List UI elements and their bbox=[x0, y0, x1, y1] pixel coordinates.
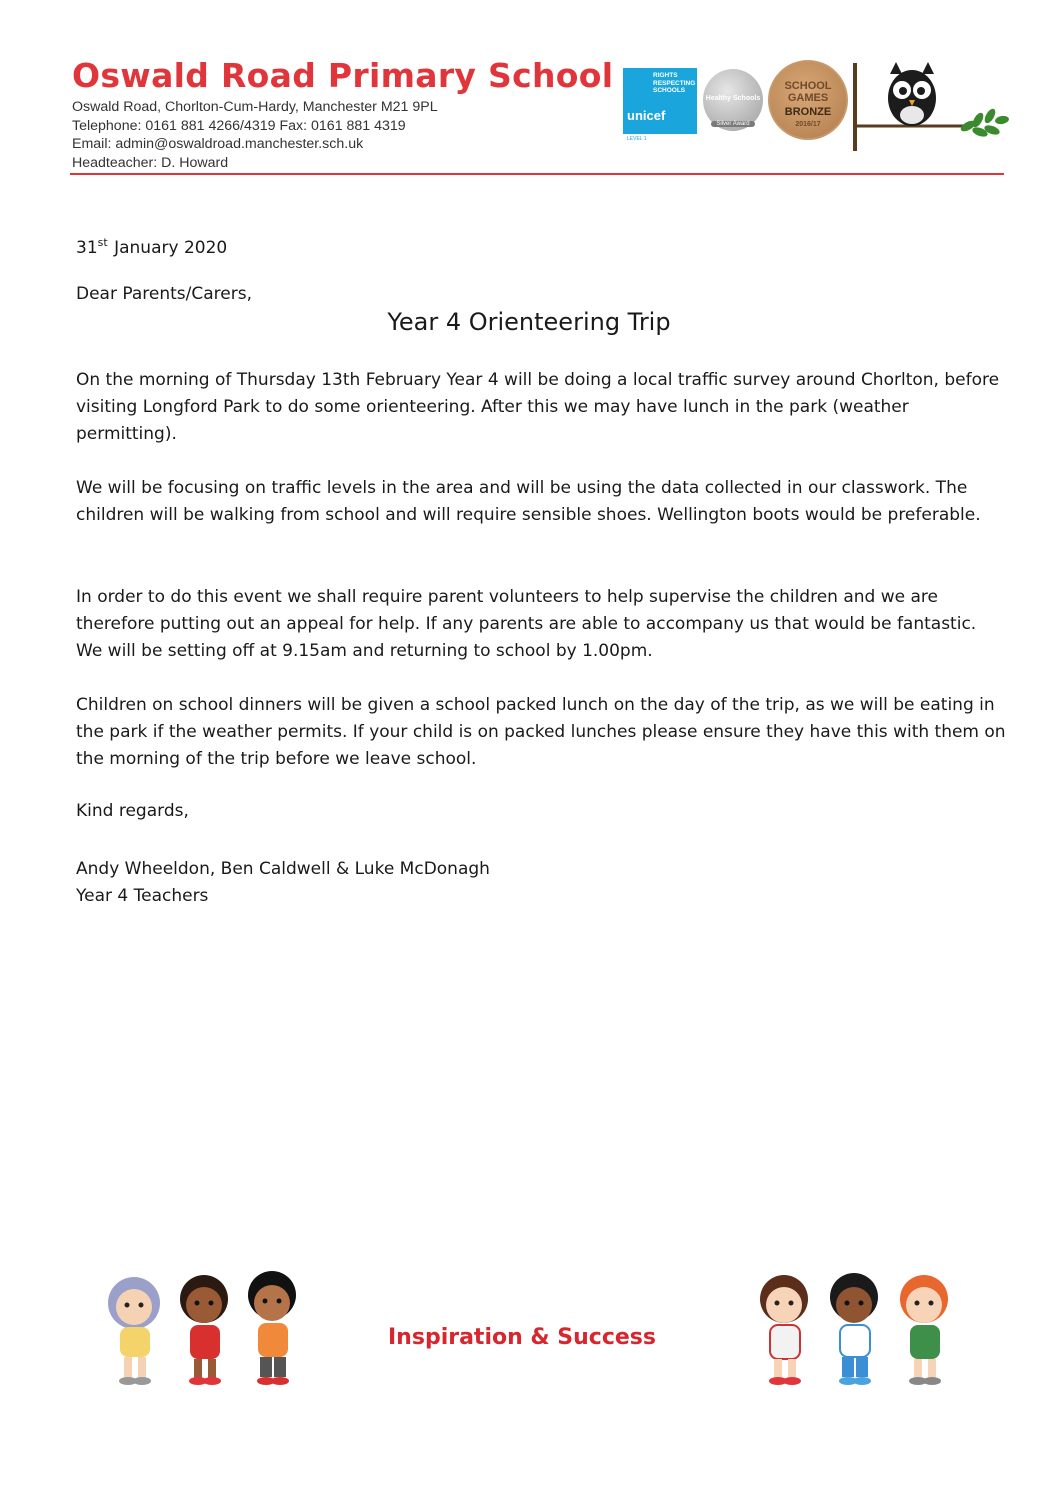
children-illustration-left bbox=[96, 1265, 311, 1390]
games-title-label: SCHOOL GAMES bbox=[784, 80, 832, 104]
children-illustration-right bbox=[746, 1265, 966, 1390]
letter-date bbox=[76, 236, 227, 258]
school-games-badge bbox=[768, 60, 848, 140]
school-address: Oswald Road, Chorlton-Cum-Hardy, Manchester M21 9PL bbox=[72, 99, 438, 115]
header-divider bbox=[70, 173, 1004, 175]
salutation: Dear Parents/Carers, bbox=[76, 284, 252, 304]
healthy-schools-badge bbox=[703, 69, 763, 131]
healthy-award-label: Silver Award bbox=[711, 121, 755, 127]
paragraph-traffic-focus: We will be focusing on traffic levels in the area and will be using the data collected in our classwork. The children will be walking from school and will require sensible shoes. Wellington boots would be preferable. bbox=[76, 478, 981, 526]
email-line: Email: admin@oswaldroad.manchester.sch.uk bbox=[72, 136, 364, 153]
telephone-line: Telephone: 0161 881 4266/4319 Fax: 0161 881 4319 bbox=[72, 117, 406, 134]
headteacher-line: Headteacher: D. Howard bbox=[72, 154, 229, 171]
date-day: 31 bbox=[76, 238, 98, 258]
unicef-rights-label: RIGHTS RESPECTING SCHOOLS bbox=[653, 72, 696, 94]
healthy-schools-label: Healthy Schools bbox=[705, 95, 761, 102]
closing: Kind regards, bbox=[76, 801, 189, 821]
games-level-label: BRONZE bbox=[784, 106, 832, 118]
games-year-label: 2016/17 bbox=[795, 121, 821, 128]
paragraph-trip-overview: On the morning of Thursday 13th February Year 4 will be doing a local traffic survey around Chorlton, before visiting Longford Park to do some orienteering. After this we may have lunch in the park (weather permitting). bbox=[76, 370, 1000, 445]
unicef-label: unicef bbox=[627, 108, 666, 123]
owl-logo-icon bbox=[850, 60, 1010, 155]
school-motto: Inspiration & Success bbox=[388, 1325, 656, 1350]
signatories: Andy Wheeldon, Ben Caldwell & Luke McDonagh bbox=[76, 859, 490, 879]
unicef-level-label: LEVEL 1 bbox=[627, 136, 647, 142]
letter-title: Year 4 Orienteering Trip bbox=[387, 308, 671, 336]
contact-block bbox=[72, 98, 438, 172]
date-month-year: January 2020 bbox=[108, 238, 228, 258]
signature-block bbox=[76, 856, 490, 910]
paragraph-volunteers: In order to do this event we shall require parent volunteers to help supervise the children and we are therefore putting out an appeal for help. If any parents are able to accompany us that would be fantastic. We will be setting off at 9.15am and returning to school by 1.00pm. bbox=[76, 587, 977, 662]
signatory-role: Year 4 Teachers bbox=[76, 886, 209, 907]
unicef-badge bbox=[623, 68, 697, 142]
date-suffix: st bbox=[97, 236, 108, 249]
paragraph-lunch: Children on school dinners will be given a school packed lunch on the day of the trip, as we will be eating in the park if the weather permits. If your child is on packed lunches please ensure they have this with them on the morning of the trip before we leave school. bbox=[76, 695, 1006, 770]
school-name: Oswald Road Primary School bbox=[72, 56, 614, 95]
